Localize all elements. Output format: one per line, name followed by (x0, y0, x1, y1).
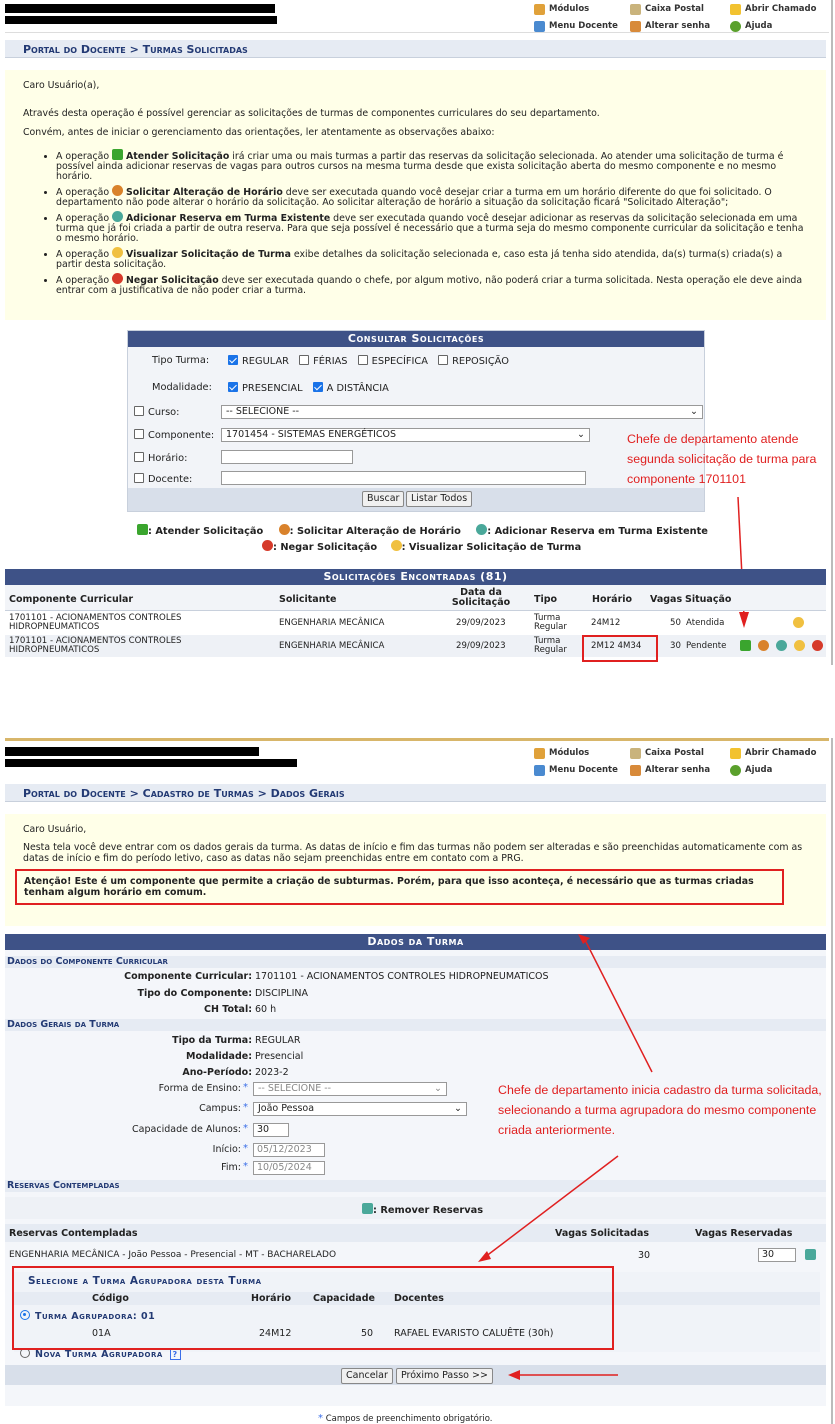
add-reserve-icon (476, 524, 487, 535)
modulos-link[interactable]: Módulos (530, 745, 589, 761)
dados-turma-caption: Dados da Turma (5, 934, 826, 950)
table-row: 1701101 - ACIONAMENTOS CONTROLES HIDROPNEUMATICOS ENGENHARIA MECÂNICA 29/09/2023 Turma Regular 24M12 50 Atendida (5, 612, 826, 634)
caixa-postal-link[interactable]: Caixa Postal (626, 1, 704, 17)
annotation-arrow-1 (0, 0, 835, 665)
inicio-label: Início: (212, 1144, 241, 1155)
table-row: 1701101 - ACIONAMENTOS CONTROLES HIDROPNEUMATICOS ENGENHARIA MECÂNICA 29/09/2023 Turma Regular 2M12 4M34 30 Pendente (5, 635, 826, 657)
deny-icon[interactable] (812, 640, 823, 651)
componente-filter: Componente: (134, 429, 214, 441)
capacidade-label: Capacidade de Alunos: (132, 1124, 241, 1135)
capacidade-input[interactable]: 30 (253, 1123, 289, 1137)
fim-input[interactable]: 10/05/2024 (253, 1161, 325, 1175)
col-capacidade: Capacidade (313, 1293, 375, 1304)
reserva-nome: ENGENHARIA MECÂNICA - João Pessoa - Presencial - MT - BACHARELADO (9, 1250, 337, 1260)
reserva-vagas-solicitadas: 30 (638, 1250, 651, 1261)
required-star-icon: * (243, 1082, 248, 1093)
plus-icon (137, 524, 148, 535)
agrup-docentes: RAFAEL EVARISTO CALUÊTE (30h) (394, 1328, 554, 1339)
annotation-1: Chefe de departamento atende segunda solicitação de turma para componente 1701101 (627, 432, 817, 486)
greeting: Caro Usuário, (23, 824, 87, 835)
screen-2 (0, 738, 835, 1424)
ch-total-value: 60 h (255, 1004, 277, 1015)
alterar-senha-link[interactable]: Alterar senha (626, 18, 710, 34)
agrup-capacidade: 50 (361, 1328, 374, 1339)
docente-filter: Docente: (134, 473, 192, 485)
col-vagas: Vagas (650, 594, 683, 605)
turma-agrupadora-radio-row[interactable]: Turma Agrupadora: 01 (20, 1310, 155, 1322)
alterar-senha-link[interactable]: Alterar senha (626, 762, 710, 778)
inicio-input[interactable]: 05/12/2023 (253, 1143, 325, 1157)
col-vagas-reservadas: Vagas Reservadas (695, 1228, 793, 1239)
required-star-icon: * (318, 1413, 323, 1424)
chevron-down-icon: ⌄ (690, 406, 698, 417)
listar-todos-button[interactable]: Listar Todos (406, 491, 472, 507)
ano-periodo-label: Ano-Período: (182, 1067, 252, 1078)
chevron-down-icon: ⌄ (454, 1103, 462, 1114)
agrup-horario: 24M12 (259, 1328, 292, 1339)
curso-select[interactable]: -- SELECIONE -- ⌄ (221, 405, 703, 419)
chevron-down-icon: ⌄ (577, 429, 585, 440)
forma-ensino-select[interactable]: -- SELECIONE -- ⌄ (253, 1082, 447, 1096)
col-codigo: Código (92, 1293, 129, 1304)
right-scrollbar[interactable] (831, 738, 833, 1424)
screen-1 (0, 0, 835, 665)
tipo-turma-label: Tipo Turma: (152, 355, 210, 366)
horario-highlight (582, 635, 658, 662)
proximo-passo-button[interactable]: Próximo Passo >> (396, 1368, 493, 1384)
magnifier-icon[interactable] (794, 640, 805, 651)
modalidade-label: Modalidade: (152, 382, 212, 393)
ajuda-link[interactable]: Ajuda (726, 18, 772, 34)
campus-select[interactable]: João Pessoa ⌄ (253, 1102, 467, 1116)
col-tipo: Tipo (534, 594, 558, 605)
required-star-icon: * (243, 1143, 248, 1154)
forma-ensino-label: Forma de Ensino: (158, 1083, 241, 1094)
required-star-icon: * (243, 1161, 248, 1172)
sec-reservas: Reservas Contempladas (5, 1180, 826, 1192)
op-atender: • A operação Atender Solicitação irá criar uma ou mais turmas a partir das reservas da solicitação selecionada. Ao atender uma solicitação de turma é possível ainda adicionar reservas de vagas para outros cursos na mesma turma desde que exista solicitação aberta do mesmo componente e no mesmo horário. (56, 149, 808, 182)
ch-total-label: CH Total: (204, 1004, 252, 1015)
abrir-chamado-link[interactable]: Abrir Chamado (726, 745, 816, 761)
right-scrollbar[interactable] (831, 0, 833, 665)
intro-text-1: Através desta operação é possível gerenciar as solicitações de turmas de componentes curriculares do seu departamento. (23, 108, 600, 119)
col-componente: Componente Curricular (9, 594, 134, 605)
remover-reservas-link[interactable]: : Remover Reservas (362, 1203, 483, 1216)
agrupadora-caption: Selecione a Turma Agrupadora desta Turma (28, 1275, 262, 1287)
magnifier-icon (391, 540, 402, 551)
menu-docente-link[interactable]: Menu Docente (530, 762, 618, 778)
abrir-chamado-link[interactable]: Abrir Chamado (726, 1, 816, 17)
tipo-turma-value: REGULAR (255, 1035, 301, 1046)
plus-icon[interactable] (740, 640, 751, 651)
intro-text: Nesta tela você deve entrar com os dados gerais da turma. As datas de início e fim das turmas não podem ser alteradas e são preenchidas automaticamente com as datas de início e fim do período letivo, caso as datas não sejam preenchidas entre em contato com a PRG. (23, 842, 803, 864)
tipo-componente-value: DISCIPLINA (255, 988, 309, 999)
intro-text-2: Convém, antes de iniciar o gerenciamento das orientações, ler atentamente as observações abaixo: (23, 127, 495, 138)
breadcrumb: Portal do Docente > Turmas Solicitadas (5, 40, 826, 58)
add-reserve-icon[interactable] (776, 640, 787, 651)
annotation-arrows-2 (0, 738, 835, 1424)
col-horario: Horário (592, 594, 633, 605)
tipo-turma-options: REGULAR FÉRIAS ESPECÍFICA REPOSIÇÃO (228, 355, 509, 367)
op-negar: • A operação Negar Solicitação deve ser executada quando o chefe, por algum motivo, não poderá criar a turma solicitada. Nesta operação ele deve ainda entrar com a justificativa de não poder criar a turma. (56, 273, 808, 296)
deny-icon (262, 540, 273, 551)
chevron-down-icon: ⌄ (434, 1083, 442, 1094)
sec-dados-gerais: Dados Gerais da Turma (5, 1019, 826, 1031)
curso-filter: Curso: (134, 406, 179, 418)
modalidade-options: PRESENCIAL A DISTÂNCIA (228, 382, 389, 394)
horario-filter: Horário: (134, 452, 187, 464)
col-docentes: Docentes (394, 1293, 444, 1304)
sec-componente: Dados do Componente Curricular (5, 956, 826, 968)
menu-docente-link[interactable]: Menu Docente (530, 18, 618, 34)
reserva-vagas-reservadas-input[interactable]: 30 (758, 1248, 796, 1262)
warning-text: Atenção! Este é um componente que permite a criação de subturmas. Porém, para que isso aconteça, é necessário que as turmas criadas tenham algum horário em comum. (24, 876, 754, 898)
nova-agrupadora-radio-row[interactable]: Nova Turma Agrupadora ? (20, 1348, 181, 1360)
caixa-postal-link[interactable]: Caixa Postal (626, 745, 704, 761)
tipo-turma-label: Tipo da Turma: (172, 1035, 252, 1046)
col-solicitante: Solicitante (279, 594, 337, 605)
clock-change-icon[interactable] (758, 640, 769, 651)
modalidade-value: Presencial (255, 1051, 304, 1062)
agrup-codigo: 01A (92, 1328, 111, 1339)
greeting: Caro Usuário(a), (23, 80, 100, 91)
required-note: * Campos de preenchimento obrigatório. (318, 1413, 493, 1424)
col-vagas-solicitadas: Vagas Solicitadas (555, 1228, 650, 1239)
col-agrup-horario: Horário (251, 1293, 292, 1304)
modulos-link[interactable]: Módulos (530, 1, 589, 17)
clock-change-icon (279, 524, 290, 535)
col-situacao: Situação (685, 594, 732, 605)
ajuda-link[interactable]: Ajuda (726, 762, 772, 778)
col-reservas: Reservas Contempladas (9, 1228, 138, 1239)
componente-select[interactable]: 1701454 - SISTEMAS ENERGÉTICOS ⌄ (221, 428, 590, 442)
breadcrumb: Portal do Docente > Cadastro de Turmas > Dados Gerais (5, 784, 826, 802)
componente-value: 1701101 - ACIONAMENTOS CONTROLES HIDROPNEUMATICOS (255, 971, 549, 982)
componente-label: Componente Curricular: (124, 971, 252, 982)
required-star-icon: * (243, 1102, 248, 1113)
legend-row-2: : Negar Solicitação : Visualizar Solicitação de Turma (262, 540, 581, 553)
campus-label: Campus: (199, 1103, 241, 1114)
op-adicionar: • A operação Adicionar Reserva em Turma Existente deve ser executada quando você desejar adicionar as reservas da solicitação selecionada em uma turma que já foi criada a partir de outra reserva. Para que seja possível é necessário que a turma seja do mesmo componente curricular da solicitação e tenha o mesmo horário. (56, 211, 808, 244)
modalidade-label: Modalidade: (186, 1051, 252, 1062)
op-visualizar: • A operação Visualizar Solicitação de Turma exibe detalhes da solicitação selecionada e, caso esta já tenha sido atendida, da(s) turma(s) criada(s) a partir desta solicitação. (56, 247, 808, 270)
magnifier-icon[interactable] (793, 617, 804, 628)
results-caption: Solicitações Encontradas (81) (5, 569, 826, 585)
ano-periodo-value: 2023-2 (255, 1067, 289, 1078)
buscar-button[interactable]: Buscar (362, 491, 404, 507)
fim-label: Fim: (221, 1162, 241, 1173)
tipo-componente-label: Tipo do Componente: (137, 988, 252, 999)
required-star-icon: * (243, 1123, 248, 1134)
op-alterar: • A operação Solicitar Alteração de Horário deve ser executada quando você desejar criar a turma em um horário diferente do que foi solicitado. O departamento não pode alterar o horário da solicitação. Ao solicitar alteração de horário a situação da solicitação ficará "Solicitado Alteração"; (56, 185, 808, 208)
help-icon[interactable]: ? (170, 1349, 181, 1360)
legend-row-1: : Atender Solicitação : Solicitar Alteração de Horário : Adicionar Reserva em Turma Existente (137, 524, 708, 537)
cancelar-button[interactable]: Cancelar (341, 1368, 393, 1384)
search-form-caption: Consultar Solicitações (128, 331, 704, 347)
annotation-2: Chefe de departamento inicia cadastro da turma solicitada, selecionando a turma agrupadora do mesmo componente criada anteriormente. (498, 1083, 822, 1137)
col-data: Data da Solicitação (451, 587, 511, 608)
